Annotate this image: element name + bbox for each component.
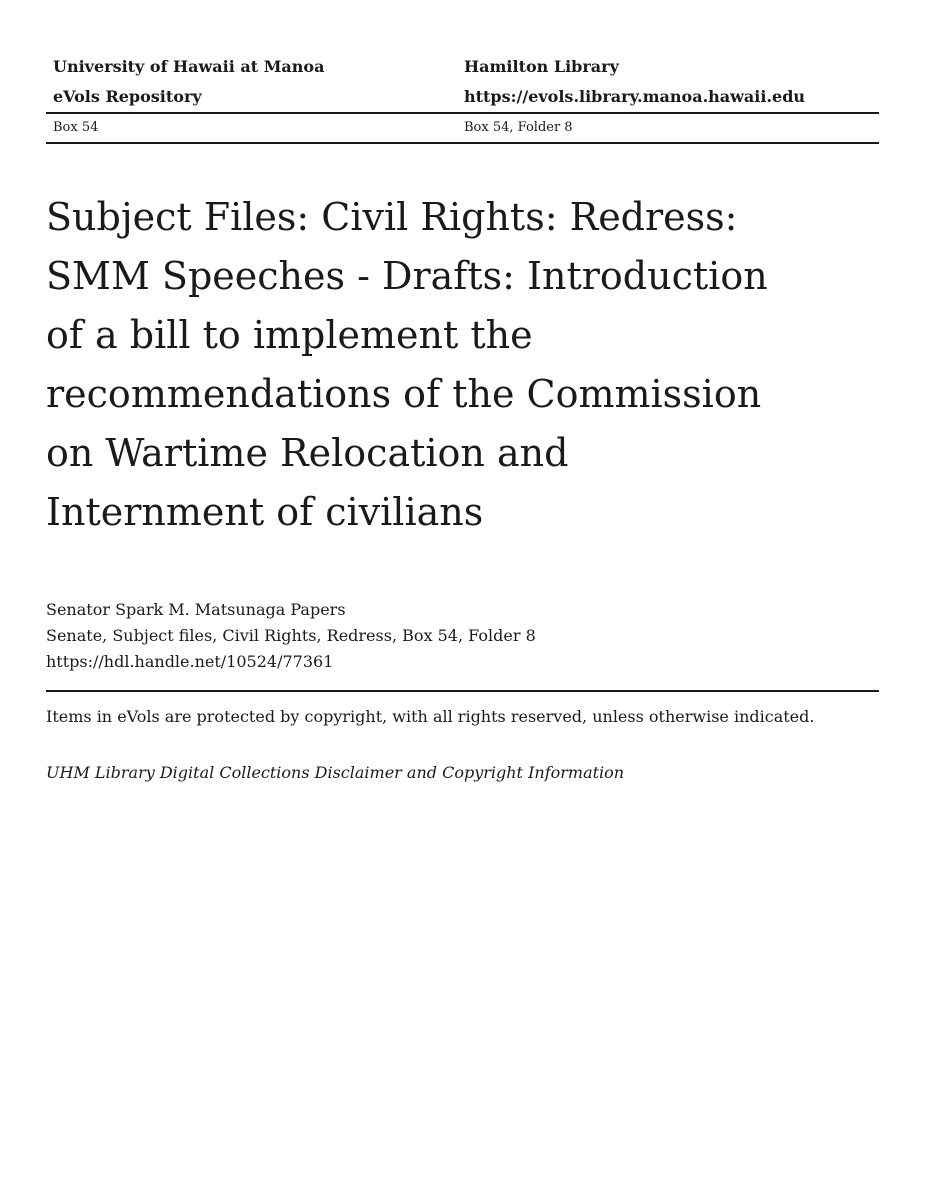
header-table [46, 52, 879, 144]
box-folder-label: Box 54, Folder 8 [464, 120, 573, 135]
box-label-left: Box 54 [53, 120, 99, 135]
library-name: Hamilton Library [464, 57, 619, 76]
repository-name: eVols Repository [53, 87, 202, 106]
collection-location: Senate, Subject files, Civil Rights, Redress, Box 54, Folder 8 [46, 626, 536, 645]
header-divider-bottom [46, 142, 879, 144]
footer-divider [46, 690, 879, 692]
rights-statement: Items in eVols are protected by copyright, with all rights reserved, unless otherwise indicated. [46, 707, 815, 726]
disclaimer-link[interactable]: UHM Library Digital Collections Disclaimer and Copyright Information [46, 763, 625, 782]
handle-link[interactable]: https://hdl.handle.net/10524/77361 [46, 652, 334, 671]
repository-url[interactable]: https://evols.library.manoa.hawaii.edu [464, 87, 806, 106]
header-row-3 [46, 114, 879, 142]
document-title: Subject Files: Civil Rights: Redress: SMM Speeches - Drafts: Introduction of a bill to implement the recommendations of the Commission on Wartime Relocation and Internment of civilians [46, 195, 768, 534]
document-metadata [46, 597, 879, 675]
institution-name: University of Hawaii at Manoa [53, 57, 325, 76]
header-row-1 [46, 52, 879, 82]
header-row-2 [46, 82, 879, 112]
collection-name: Senator Spark M. Matsunaga Papers [46, 600, 346, 619]
